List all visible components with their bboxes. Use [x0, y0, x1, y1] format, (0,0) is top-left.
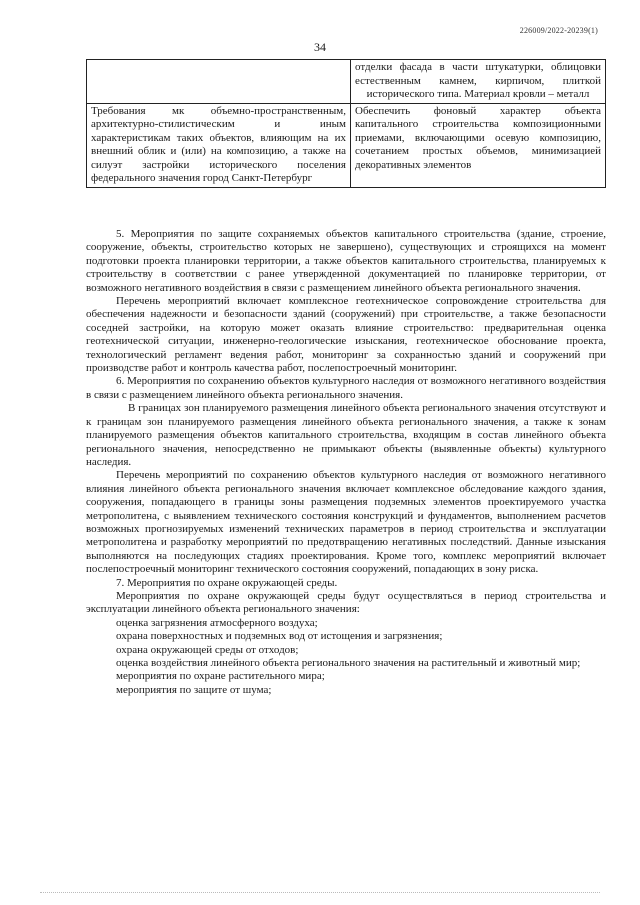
document-id: 226009/2022-20239(1)	[519, 26, 598, 35]
section-6-heading: 6. Мероприятия по сохранению объектов культурного наследия от возможного негативного воздействия в связи с размещением линейного объекта регионального значения.	[86, 375, 606, 401]
table-row	[87, 60, 606, 104]
paragraph: Мероприятия по охране окружающей среды будут осуществляться в период строительства и эксплуатации линейного объекта регионального значения:	[86, 589, 606, 616]
paragraph: Перечень мероприятий включает комплексное геотехническое сопровождение строительства для обеспечения надежности и безопасности зданий (сооружений) при строительстве, а также безопасности соседней застройки, на которую может оказать влияние строительство: предварительная оценка геотехнической ситуации, инженерно-геологические изыскания, геотехническое обоснование проекта, технологический регламент ведения работ, мониторинг за сохранностью зданий и сооружений при производстве работ и контроль качества работ, послепостроечный мониторинг.	[86, 295, 606, 375]
list-item: оценка загрязнения атмосферного воздуха;	[116, 616, 318, 629]
list-item: мероприятия по защите от шума;	[116, 683, 272, 696]
page-number: 34	[314, 40, 326, 54]
table-cell-right: отделки фасада в части штукатурки, облицовки естественным камнем, кирпичом, плиткой исторического типа. Материал кровли – металл	[351, 60, 606, 104]
paragraph: В границах зон планируемого размещения линейного объекта регионального значения отсутствуют и к границам зон планируемого размещения линейного объекта регионального значения, а также к зонам планируемого размещения объектов капитального строительства, входящим в состав линейного объекта регионального значения, непосредственно не примыкают объекты (выявленные объекты) культурного наследия.	[86, 402, 606, 468]
section-5-heading: 5. Мероприятия по защите сохраняемых объектов капитального строительства (здание, строение, сооружение, объекты, строительство которых не завершено), существующих и строящихся на момент подготовки проекта планировки территории, а также объектов капитального строительства, планируемых к строительству в соответствии с ранее утвержденной документацией по планировке территории, от возможного негативного воздействия в связи с размещением линейного объекта регионального значения.	[86, 228, 606, 294]
table-cell-right: Обеспечить фоновый характер объекта капитального строительства композиционными приемами, включающими осевую композицию, сочетанием простых объемов, минимизацией декоративных элементов	[351, 103, 606, 187]
list-item: оценка воздействия линейного объекта регионального значения на растительный и животный мир;	[116, 657, 581, 669]
table-row	[87, 103, 606, 187]
list-item: охрана окружающей среды от отходов;	[116, 643, 299, 656]
list-item: охрана поверхностных и подземных вод от истощения и загрязнения;	[116, 630, 443, 643]
table-cell-left: Требования мк объемно-пространственным, архитектурно-стилистическим и иным характеристикам таких объектов, влияющим на их внешний облик и (или) на композицию, а также на силуэт застройки исторического поселения федерального значения город Санкт-Петербург	[87, 103, 351, 187]
requirements-table	[86, 59, 606, 188]
paragraph: Перечень мероприятий по сохранению объектов культурного наследия от возможного негативного влияния линейного объекта регионального значения включает комплексное обследование каждого здания, сооружения, попадающего в границы зоны размещения подземных элементов проектируемого участка метрополитена, с выявлением технического состояния конструкций и фундаментов, выполнением расчетов возможных прогнозируемых изменений технических параметров в период строительства и эксплуатации метрополитена и разработку мероприятий по предотвращению негативных последствий. Данные изыскания выполняются на последующих стадиях проектирования. Кроме того, комплекс мероприятий включает послепостроечный мониторинг технического состояния сооружений, попадающих в зону риска.	[86, 469, 606, 576]
document-body	[86, 228, 606, 697]
table-cell-left	[87, 60, 351, 104]
list-item: мероприятия по охране растительного мира;	[116, 670, 325, 683]
section-7-heading: 7. Мероприятия по охране окружающей среды.	[116, 576, 338, 589]
scan-footer-line	[40, 892, 600, 897]
